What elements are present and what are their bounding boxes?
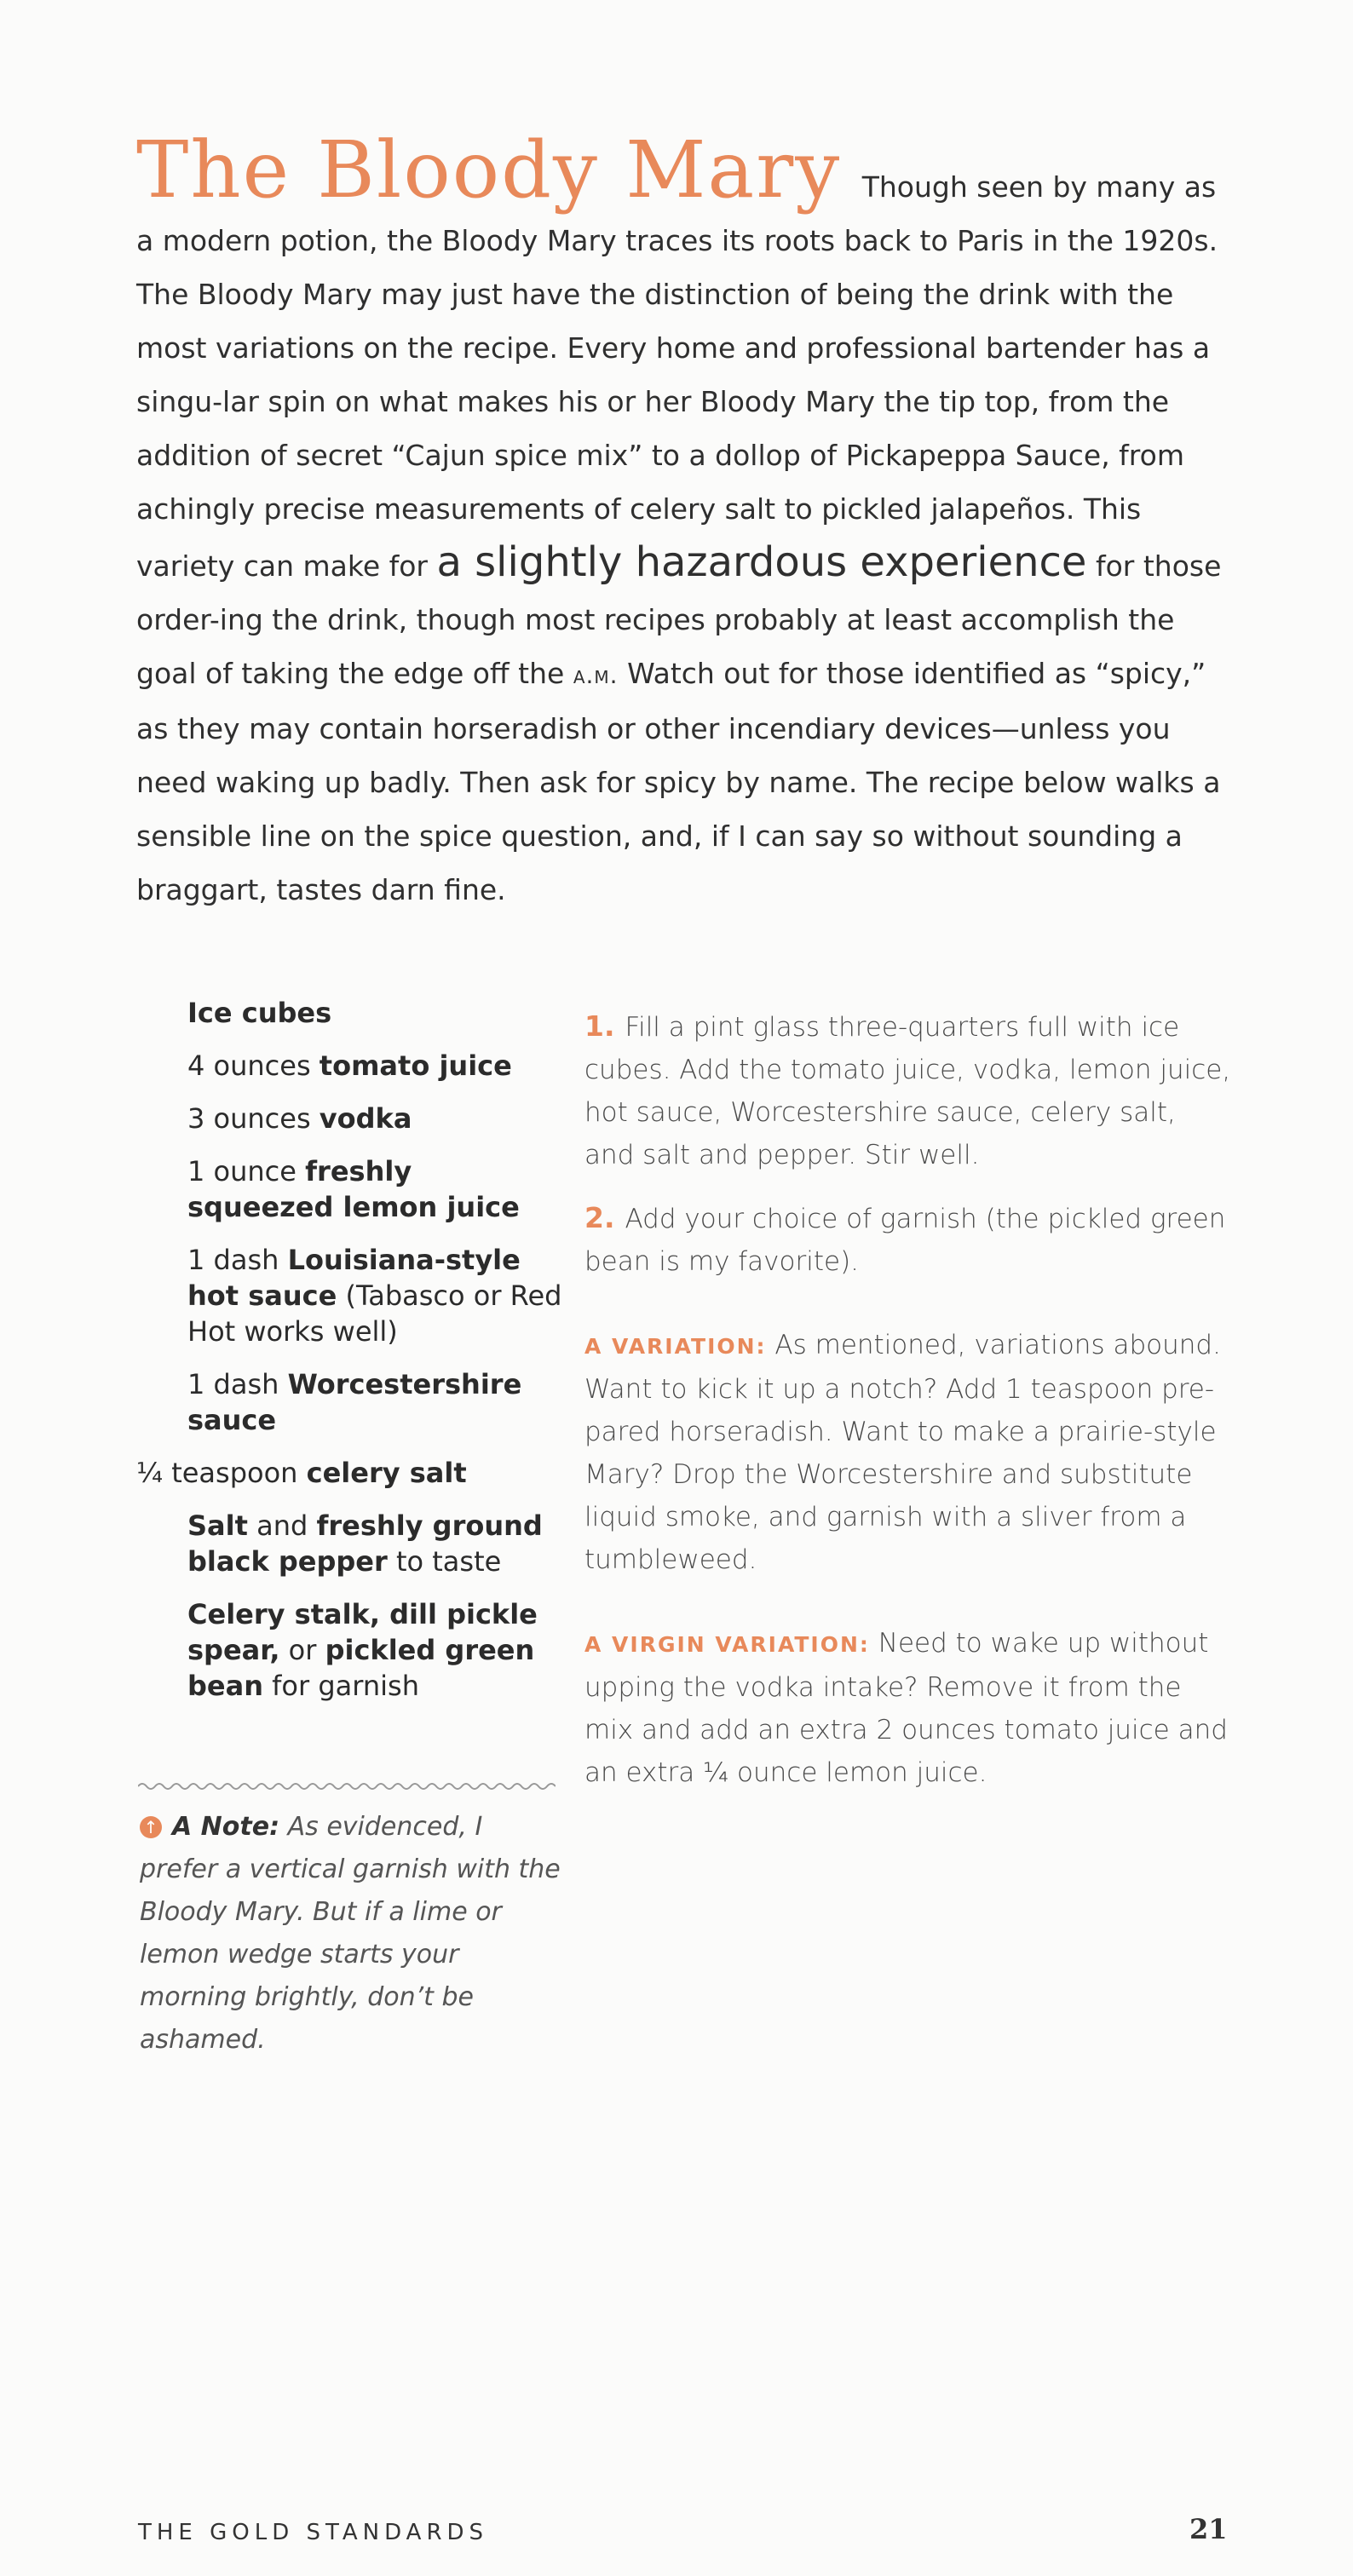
ingredient-item <box>136 1101 562 1136</box>
step-text: Add your choice of garnish (the pickled green bean is my favorite). <box>584 1204 1226 1277</box>
ingredient-qty: 1 ounce <box>187 1155 297 1187</box>
arrow-up-icon: ↑ <box>140 1816 162 1838</box>
ingredient-connector: or <box>288 1634 317 1666</box>
intro-text-2: for those order-ing the drink, though most recipes probably at least accomplish the goal of taking the edge off the <box>136 549 1222 690</box>
ingredient-name: Celery stalk, dill pickle spear, <box>187 1598 538 1666</box>
variation-text: As mentioned, variations abound. Want to kick it up a notch? Add 1 teaspoon pre-pared horseradish. Want to make a prairie-style Mary? Drop the Worcestershire and substitute liquid smoke, and garnish with a sliver from a tumbleweed. <box>584 1330 1221 1575</box>
variation-text: Need to wake up without upping the vodka intake? Remove it from the mix and add an extra 2 ounces tomato juice and an extra ¼ ounce lemon juice. <box>584 1628 1228 1788</box>
ingredient-qty: 1 dash <box>187 1368 279 1400</box>
ingredient-name: tomato juice <box>319 1049 512 1082</box>
instructions <box>584 1005 1232 1814</box>
variation-label: A VARIATION: <box>584 1334 767 1359</box>
step-number: 1. <box>584 1009 615 1043</box>
wavy-divider <box>138 1780 556 1792</box>
ingredient-qty: ¼ teaspoon <box>136 1457 298 1489</box>
step <box>584 1005 1232 1176</box>
ingredient-name: celery salt <box>306 1457 467 1489</box>
note-text: As evidenced, I prefer a vertical garnish with the Bloody Mary. But if a lime or lemon wedge starts your morning brightly, don’t be ashamed. <box>140 1812 561 2055</box>
section-title: THE GOLD STANDARDS <box>138 2520 489 2545</box>
intro-paragraph <box>136 124 1235 917</box>
ingredient-name: freshly squeezed lemon juice <box>187 1155 520 1223</box>
step <box>584 1197 1232 1283</box>
ingredient-item <box>136 995 562 1031</box>
ingredient-qty: 4 ounces <box>187 1049 311 1082</box>
ingredient-item <box>136 1153 562 1225</box>
intro-am: a.m. <box>573 661 619 689</box>
variation <box>584 1324 1232 1581</box>
ingredient-qty: 3 ounces <box>187 1102 311 1135</box>
ingredient-item <box>136 1048 562 1084</box>
ingredient-item <box>136 1455 562 1491</box>
virgin-variation <box>584 1622 1232 1794</box>
variation-label: A VIRGIN VARIATION: <box>584 1632 870 1657</box>
step-text: Fill a pint glass three-quarters full with ice cubes. Add the tomato juice, vodka, lemon juice, hot sauce, Worcestershire sauce, celery salt, and salt and pepper. Stir well. <box>584 1012 1231 1170</box>
ingredient-name: Worcestershire sauce <box>187 1368 522 1436</box>
ingredient-note: to taste <box>395 1545 502 1578</box>
ingredient-name: vodka <box>319 1102 412 1135</box>
ingredient-name: Salt <box>187 1509 248 1542</box>
ingredient-note: for garnish <box>272 1670 419 1702</box>
ingredient-connector: and <box>256 1509 308 1542</box>
ingredient-item <box>136 1508 562 1579</box>
intro-text-1: Though seen by many as a modern potion, the Bloody Mary traces its roots back to Paris in the 1920s. The Bloody Mary may just have the distinction of being the drink with the most variations on the recipe. Every home and professional bartender has a singu-lar spin on what makes his or her Bloody Mary the tip top, from the addition of secret “Cajun spice mix” to a dollop of Pickapeppa Sauce, from achingly precise measurements of celery salt to pickled jalapeños. This variety can make for <box>136 170 1218 583</box>
ingredient-name: Louisiana-style hot sauce <box>187 1244 521 1312</box>
ingredients-list <box>136 995 562 1721</box>
intro-text-3: Watch out for those identified as “spicy,” as they may contain horseradish or other incendiary devices—unless you need waking up badly. Then ask for spicy by name. The recipe below walks a sensible line on the spice question, and, if I can say so without sounding a braggart, tastes darn fine. <box>136 657 1221 906</box>
note-label: A Note: <box>172 1812 280 1842</box>
ingredient-name-2: freshly ground black pepper <box>187 1509 543 1578</box>
page-number: 21 <box>1189 2513 1228 2545</box>
ingredient-qty: 1 dash <box>187 1244 279 1276</box>
ingredient-item <box>136 1366 562 1438</box>
note-box <box>140 1806 566 2061</box>
ingredient-name-2: pickled green bean <box>187 1634 535 1702</box>
ingredient-item <box>136 1242 562 1349</box>
step-number: 2. <box>584 1201 615 1234</box>
intro-highlight: a slightly hazardous experience <box>436 538 1087 586</box>
ingredient-name: Ice cubes <box>187 997 332 1029</box>
recipe-title: The Bloody Mary <box>136 124 842 216</box>
ingredient-item <box>136 1596 562 1704</box>
ingredient-note: (Tabasco or Red Hot works well) <box>187 1279 562 1348</box>
